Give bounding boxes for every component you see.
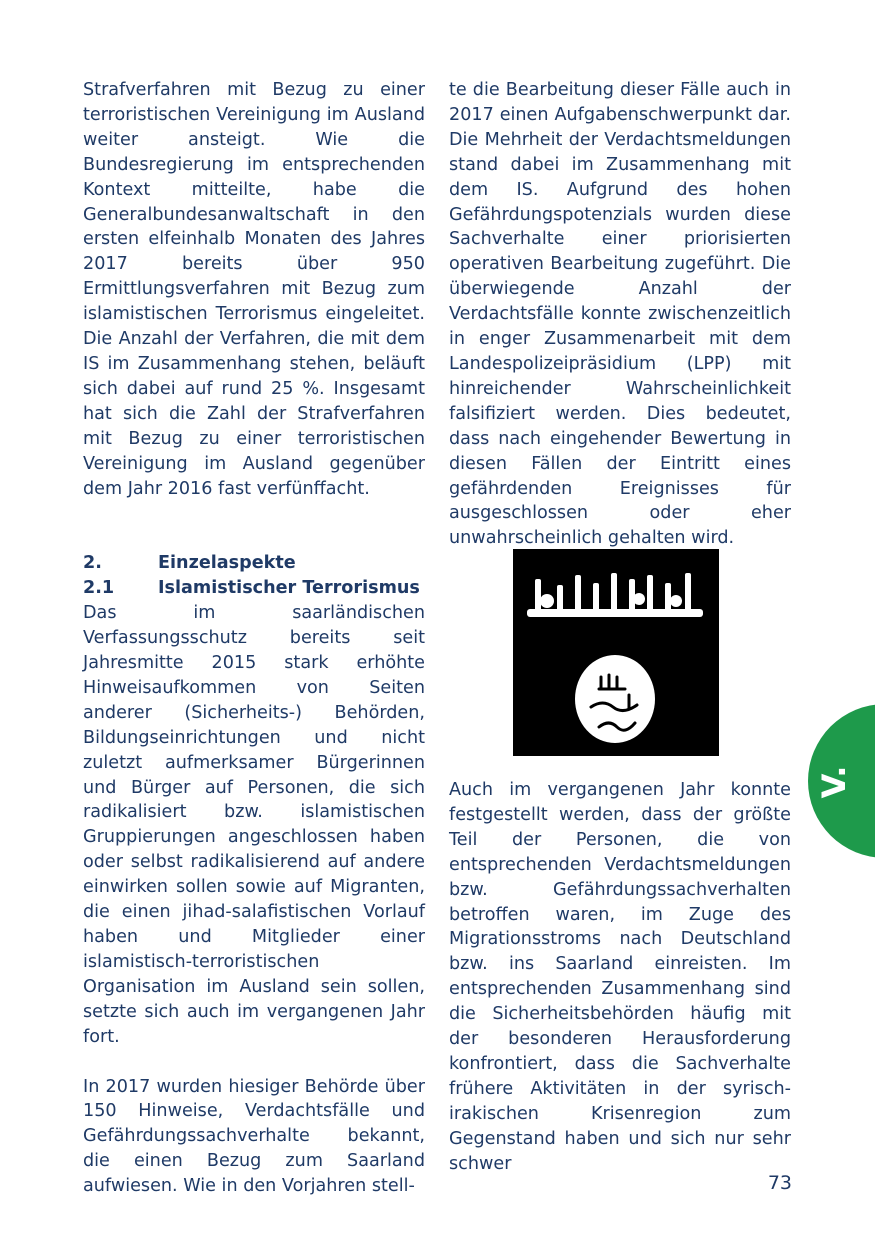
seal-shape [575, 655, 655, 743]
flag-graphic [513, 549, 719, 756]
section-number: 2. [83, 553, 102, 574]
right-column-top [449, 78, 791, 551]
paragraph: Das im saarländischen Verfassungsschutz bereits seit Jahresmitte 2015 stark erhöhte Hinweisaufkommen von Seiten anderer (Sicherheits-) Behörden, Bildungseinrichtungen und nicht zuletzt aufmerksamer Bürgerinnen und Bürger auf Personen, die sich radikalisiert bzw. islamistischen Gruppierungen angeschlossen haben oder selbst radikalisierend auf andere einwirken sollen sowie auf Migranten, die einen jihad-salafistischen Vorlauf haben und Mitglieder einer islamistisch-terroristischen Organisation im Ausland sein sollen, setzte sich auch im vergangenen Jahr fort. [83, 603, 425, 1047]
paragraph: Auch im vergangenen Jahr konnte festgestellt werden, dass der größte Teil der Personen, die von entsprechenden Verdachtsmeldungen bzw. Gefährdungssachverhalten betroffen waren, im Zuge des Migrationsstroms nach Deutschland bzw. ins Saarland einreisten. Im entsprechenden Zusammenhang sind die Sicherheitsbehörden häufig mit der besonderen Herausforderung konfrontiert, dass die Sachverhalte frühere Aktivitäten in der syrisch-irakischen Krisenregion zum Gegenstand haben und sich nur sehr schwer [449, 780, 791, 1174]
right-column-bottom [449, 778, 791, 1177]
subsection-title: Islamistischer Terrorismus [158, 578, 420, 599]
subsection-heading [83, 576, 425, 601]
flag-image [513, 549, 719, 756]
section-heading [83, 551, 425, 576]
chapter-tab-label: V. [815, 765, 853, 799]
paragraph: Strafverfahren mit Bezug zu einer terroristischen Vereinigung im Ausland weiter ansteigt. Wie die Bundesregierung im entsprechenden Kontext mitteilte, habe die Generalbundesanwaltschaft in den ersten elfeinhalb Monaten des Jahres 2017 bereits über 950 Ermittlungsverfahren mit Bezug zum islamistischen Terrorismus eingeleitet. Die Anzahl der Verfahren, die mit dem IS im Zusammenhang stehen, beläuft sich dabei auf rund 25 %. Insgesamt hat sich die Zahl der Strafverfahren mit Bezug zu einer terroristischen Vereinigung im Ausland gegenüber dem Jahr 2016 fast verfünffacht. [83, 80, 425, 499]
paragraph: te die Bearbeitung dieser Fälle auch in 2017 einen Aufgabenschwerpunkt dar. Die Mehrheit der Verdachtsmeldungen stand dabei im Zusammenhang mit dem IS. Aufgrund des hohen Gefährdungspotenzials wurden diese Sachverhalte einer priorisierten operativen Bearbeitung zugeführt. Die überwiegende Anzahl der Verdachtsfälle konnte zwischenzeitlich in enger Zusammenarbeit mit dem Landespolizeipräsidium (LPP) mit hinreichender Wahrscheinlichkeit falsifiziert werden. Dies bedeutet, dass nach eingehender Bewertung in diesen Fällen der Eintritt eines gefährdenden Ereignisses für ausgeschlossen oder eher unwahrscheinlich gehalten wird. [449, 80, 791, 549]
subsection-number: 2.1 [83, 578, 115, 599]
section-title: Einzelaspekte [158, 553, 296, 574]
page-number: 73 [767, 1172, 792, 1194]
paragraph: In 2017 wurden hiesiger Behörde über 150 Hinweise, Verdachtsfälle und Gefährdungssachverhalte bekannt, die einen Bezug zum Saarland aufwiesen. Wie in den Vorjahren stell- [83, 1076, 425, 1197]
left-column [83, 78, 425, 1199]
